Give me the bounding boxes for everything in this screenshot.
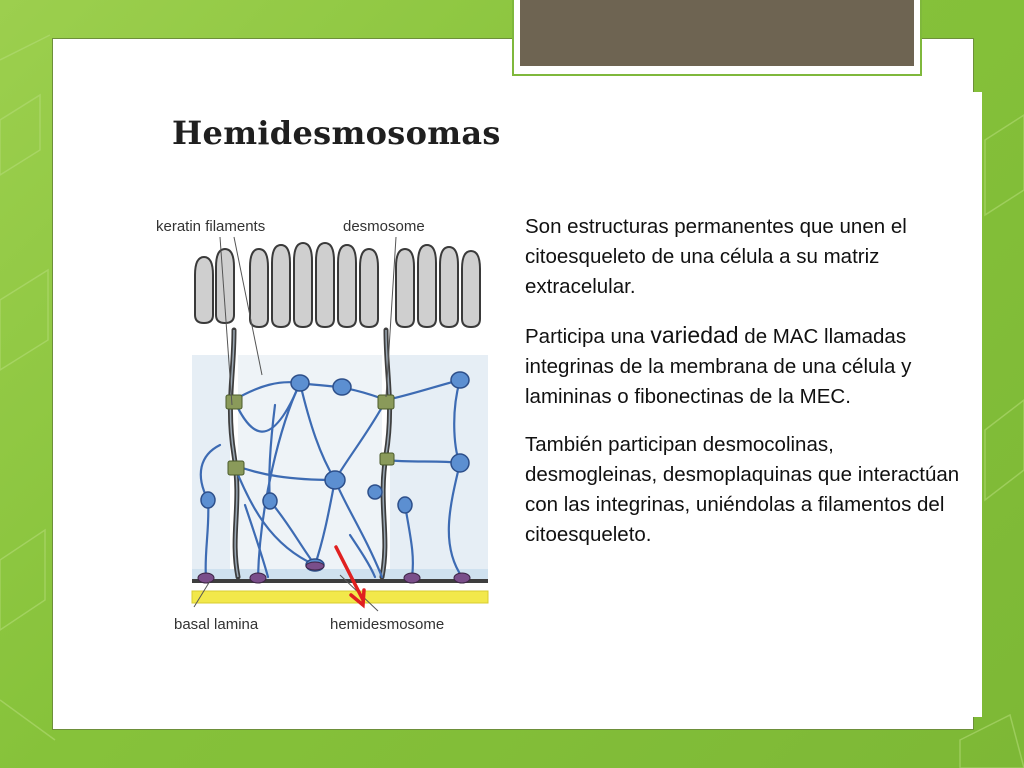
label-basal-lamina: basal lamina [174,616,259,633]
paragraph-integrins: Participa una variedad de MAC llamadas integrinas de la membrana de una célula y lamininas o fibonectinas de la MEC. [525,322,912,408]
emphasis-word: variedad [650,322,739,348]
slide-edge-strip [970,92,982,717]
label-keratin-filaments: keratin filaments [156,218,266,235]
paragraph-desmocollins: También participan desmocolinas, desmogleinas, desmoplaquinas que interactúan con las integrinas, uniéndolas a filamentos del citoesqueleto. [525,433,960,546]
description-text [525,212,965,568]
label-hemidesmosome: hemidesmosome [330,616,445,633]
basal-lamina-band [192,591,488,603]
cell-left [192,355,230,577]
hemidesmosome-diagram [150,205,495,645]
slide-title: Hemidesmosomas [172,114,501,152]
cell-right [390,355,488,577]
label-desmosome: desmosome [343,218,425,235]
paragraph-definition: Son estructuras permanentes que unen el citoesqueleto de una célula a su matriz extracelular. [525,215,907,298]
top-tab-block [520,0,914,66]
